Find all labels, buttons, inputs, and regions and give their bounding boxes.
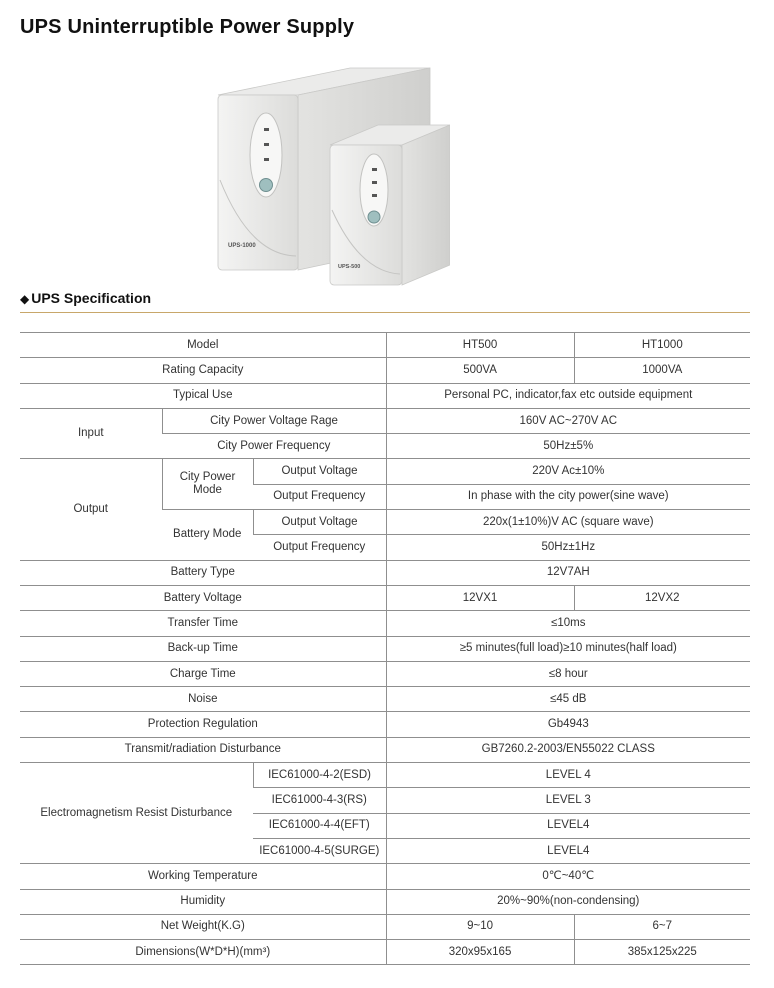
spec-label: IEC61000-4-5(SURGE) (253, 838, 386, 863)
spec-value: LEVEL4 (386, 838, 750, 863)
ups-product-photo (210, 60, 450, 290)
spec-label: Humidity (20, 889, 386, 914)
spec-value: HT1000 (574, 333, 750, 358)
table-row (20, 358, 750, 383)
table-row (20, 383, 750, 408)
spec-label: Model (20, 333, 386, 358)
section-heading (20, 290, 151, 306)
spec-value: 9~10 (386, 914, 574, 939)
spec-value: Personal PC, indicator,fax etc outside equipment (386, 383, 750, 408)
section-title: UPS Specification (31, 290, 152, 306)
table-row (20, 687, 750, 712)
spec-group-label: Output (20, 459, 162, 560)
table-row (20, 560, 750, 585)
spec-table (20, 332, 750, 965)
spec-value: ≥5 minutes(full load)≥10 minutes(half load) (386, 636, 750, 661)
spec-value: ≤45 dB (386, 687, 750, 712)
table-row (20, 889, 750, 914)
spec-value: GB7260.2-2003/EN55022 CLASS (386, 737, 750, 762)
spec-label: Output Voltage (253, 510, 386, 535)
spec-value: 12VX1 (386, 585, 574, 610)
spec-label: City Power Voltage Rage (162, 408, 386, 433)
table-row (20, 661, 750, 686)
large-unit-label: UPS-1000 (228, 243, 256, 249)
spec-value: ≤8 hour (386, 661, 750, 686)
spec-value: HT500 (386, 333, 574, 358)
table-row (20, 763, 750, 788)
spec-value: 500VA (386, 358, 574, 383)
table-row (20, 585, 750, 610)
spec-subgroup-label: City Power Mode (162, 459, 253, 510)
spec-group-label: Input (20, 408, 162, 459)
spec-label: Noise (20, 687, 386, 712)
table-row (20, 914, 750, 939)
spec-label: Net Weight(K.G) (20, 914, 386, 939)
spec-label: IEC61000-4-4(EFT) (253, 813, 386, 838)
spec-label: Battery Voltage (20, 585, 386, 610)
spec-value: 385x125x225 (574, 940, 750, 965)
table-row (20, 636, 750, 661)
spec-label: Transfer Time (20, 611, 386, 636)
spec-value: 220V Ac±10% (386, 459, 750, 484)
spec-value: LEVEL 3 (386, 788, 750, 813)
spec-group-label: Electromagnetism Resist Disturbance (20, 763, 253, 864)
spec-label: Output Voltage (253, 459, 386, 484)
spec-label: Dimensions(W*D*H)(mm³) (20, 940, 386, 965)
table-row (20, 459, 750, 484)
spec-value: In phase with the city power(sine wave) (386, 484, 750, 509)
section-divider (20, 312, 750, 313)
page-title: UPS Uninterruptible Power Supply (20, 16, 355, 38)
table-row (20, 737, 750, 762)
spec-value: Gb4943 (386, 712, 750, 737)
spec-subgroup-label: Battery Mode (162, 510, 253, 561)
table-row (20, 712, 750, 737)
spec-label: Back-up Time (20, 636, 386, 661)
spec-label: City Power Frequency (162, 434, 386, 459)
spec-label: Output Frequency (253, 484, 386, 509)
spec-label: Battery Type (20, 560, 386, 585)
spec-label: IEC61000-4-2(ESD) (253, 763, 386, 788)
spec-value: 160V AC~270V AC (386, 408, 750, 433)
spec-value: 20%~90%(non-condensing) (386, 889, 750, 914)
table-row (20, 864, 750, 889)
spec-value: 1000VA (574, 358, 750, 383)
spec-value: 50Hz±5% (386, 434, 750, 459)
spec-value: 12VX2 (574, 585, 750, 610)
table-row (20, 940, 750, 965)
spec-label: Charge Time (20, 661, 386, 686)
spec-label: Working Temperature (20, 864, 386, 889)
spec-value: 50Hz±1Hz (386, 535, 750, 560)
small-unit-label: UPS-500 (338, 264, 361, 270)
diamond-bullet-icon: ◆ (20, 292, 30, 306)
table-row (20, 333, 750, 358)
table-row (20, 611, 750, 636)
table-row (20, 408, 750, 433)
spec-value: 6~7 (574, 914, 750, 939)
spec-value: 12V7AH (386, 560, 750, 585)
spec-value: 220x(1±10%)V AC (square wave) (386, 510, 750, 535)
small-ups-unit (330, 125, 450, 285)
spec-value: 0℃~40℃ (386, 864, 750, 889)
spec-label: Typical Use (20, 383, 386, 408)
spec-label: IEC61000-4-3(RS) (253, 788, 386, 813)
spec-label: Rating Capacity (20, 358, 386, 383)
spec-value: 320x95x165 (386, 940, 574, 965)
spec-value: LEVEL4 (386, 813, 750, 838)
spec-value: ≤10ms (386, 611, 750, 636)
spec-label: Output Frequency (253, 535, 386, 560)
spec-label: Transmit/radiation Disturbance (20, 737, 386, 762)
spec-value: LEVEL 4 (386, 763, 750, 788)
spec-label: Protection Regulation (20, 712, 386, 737)
